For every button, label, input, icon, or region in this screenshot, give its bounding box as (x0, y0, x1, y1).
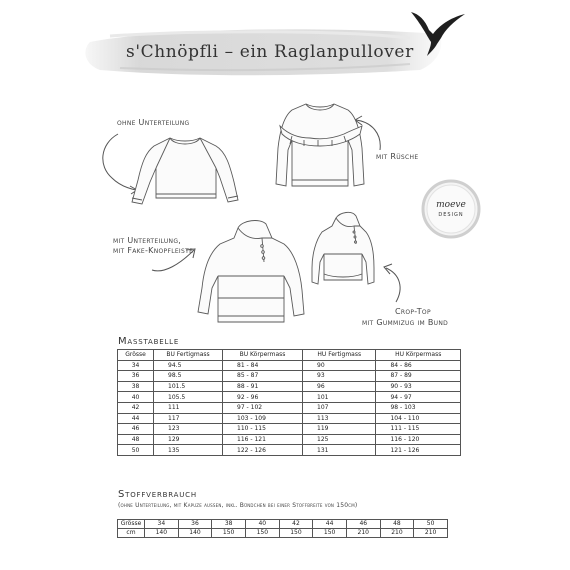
cell-bu-fertig: 111 (154, 402, 223, 413)
cell-bu-fertig: 123 (154, 424, 223, 435)
arrow-to-crop-top (370, 260, 410, 306)
stoffverbrauch-note: (ohne Unterteilung, mit Kapuze aussen, inkl. Bündchen bei einer Stoffbreite von 150cm) (118, 502, 358, 509)
cell-bu-fertig: 129 (154, 434, 223, 445)
cell-size: 38 (212, 520, 246, 529)
cell-size: 44 (313, 520, 347, 529)
cell-bu-fertig: 135 (154, 445, 223, 456)
cell-hu-fertig: 131 (303, 445, 376, 456)
table-row (118, 360, 461, 371)
cell-size: 36 (178, 520, 212, 529)
label-gummizug: mit Gummizug im Bund (362, 318, 449, 327)
cell-size: 40 (245, 520, 279, 529)
cell-cm: 150 (212, 529, 246, 538)
cell-hu-koerper: 104 - 110 (376, 413, 461, 424)
table-row (118, 392, 461, 403)
cell-label-cm: cm (118, 529, 145, 538)
cell-groesse: 40 (118, 392, 154, 403)
cell-bu-koerper: 97 - 102 (223, 402, 303, 413)
cell-hu-fertig: 119 (303, 424, 376, 435)
table-row (118, 381, 461, 392)
cell-groesse: 46 (118, 424, 154, 435)
stoffverbrauch-table (117, 519, 448, 538)
header-hu-fertigmass: HU Fertigmass (303, 350, 376, 361)
label-fake-knopfleiste: mit Fake-Knopfleiste (113, 246, 194, 255)
cell-bu-fertig: 94.5 (154, 360, 223, 371)
cell-label-groesse: Grösse (118, 520, 145, 529)
cell-hu-fertig: 90 (303, 360, 376, 371)
cell-cm: 210 (414, 529, 448, 538)
cell-cm: 150 (279, 529, 313, 538)
cell-bu-fertig: 117 (154, 413, 223, 424)
label-ohne-unterteilung: ohne Unterteilung (117, 118, 190, 127)
cell-groesse: 44 (118, 413, 154, 424)
header-hu-koerpermass: HU Körpermass (376, 350, 461, 361)
cell-size: 48 (380, 520, 414, 529)
logo-sub: DESIGN (438, 212, 464, 218)
cell-hu-koerper: 84 - 86 (376, 360, 461, 371)
table-row (118, 434, 461, 445)
cell-size: 42 (279, 520, 313, 529)
cell-hu-fertig: 101 (303, 392, 376, 403)
cell-hu-fertig: 107 (303, 402, 376, 413)
cell-bu-fertig: 105.5 (154, 392, 223, 403)
page-title: s'Chnöpfli – ein Raglanpullover (126, 42, 414, 62)
cell-hu-koerper: 116 - 120 (376, 434, 461, 445)
cell-bu-koerper: 110 - 115 (223, 424, 303, 435)
cell-groesse: 36 (118, 371, 154, 382)
cell-groesse: 42 (118, 402, 154, 413)
cell-hu-koerper: 94 - 97 (376, 392, 461, 403)
cell-bu-koerper: 116 - 121 (223, 434, 303, 445)
cell-bu-fertig: 101.5 (154, 381, 223, 392)
cell-bu-koerper: 122 - 126 (223, 445, 303, 456)
sweater-hooded-division-drawing (196, 218, 306, 328)
label-mit-rusche: mit Rüsche (376, 152, 419, 161)
cell-hu-fertig: 113 (303, 413, 376, 424)
sweater-ruffle-drawing (274, 100, 366, 194)
cell-hu-fertig: 125 (303, 434, 376, 445)
label-mit-unterteilung: mit Unterteilung, (113, 236, 182, 245)
masstabelle-table (117, 349, 461, 456)
cell-cm: 140 (145, 529, 179, 538)
cell-hu-fertig: 93 (303, 371, 376, 382)
cell-size: 46 (346, 520, 380, 529)
cell-size: 50 (414, 520, 448, 529)
header-groesse: Grösse (118, 350, 154, 361)
cell-bu-koerper: 103 - 109 (223, 413, 303, 424)
cell-hu-koerper: 98 - 103 (376, 402, 461, 413)
cell-bu-koerper: 92 - 96 (223, 392, 303, 403)
cell-groesse: 38 (118, 381, 154, 392)
table-row (118, 424, 461, 435)
cell-hu-koerper: 87 - 89 (376, 371, 461, 382)
stoffverbrauch-title: Stoffverbrauch (118, 489, 197, 500)
cell-bu-koerper: 85 - 87 (223, 371, 303, 382)
table-row (118, 371, 461, 382)
arrow-to-button-sweater (150, 240, 200, 280)
cell-groesse: 34 (118, 360, 154, 371)
logo-name: moeve (436, 200, 466, 210)
cell-hu-koerper: 121 - 126 (376, 445, 461, 456)
table-row (118, 413, 461, 424)
cell-bu-koerper: 88 - 91 (223, 381, 303, 392)
cell-groesse: 48 (118, 434, 154, 445)
cell-groesse: 50 (118, 445, 154, 456)
seagull-icon (405, 4, 471, 58)
sweater-plain-drawing (130, 132, 242, 210)
table-row (118, 529, 448, 538)
header-bu-koerpermass: BU Körpermass (223, 350, 303, 361)
cell-bu-koerper: 81 - 84 (223, 360, 303, 371)
label-crop-top: Crop-Top (395, 307, 431, 316)
cell-cm: 150 (245, 529, 279, 538)
cell-cm: 210 (380, 529, 414, 538)
cell-hu-koerper: 111 - 115 (376, 424, 461, 435)
table-row (118, 445, 461, 456)
cell-hu-koerper: 90 - 93 (376, 381, 461, 392)
cell-cm: 210 (346, 529, 380, 538)
table-row (118, 520, 448, 529)
cell-hu-fertig: 96 (303, 381, 376, 392)
cell-size: 34 (145, 520, 179, 529)
table-row (118, 402, 461, 413)
cell-bu-fertig: 98.5 (154, 371, 223, 382)
cell-cm: 140 (178, 529, 212, 538)
table-header-row (118, 350, 461, 361)
header-bu-fertigmass: BU Fertigmass (154, 350, 223, 361)
masstabelle-title: Masstabelle (118, 336, 180, 347)
cell-cm: 150 (313, 529, 347, 538)
sweater-crop-top-drawing (310, 210, 376, 290)
